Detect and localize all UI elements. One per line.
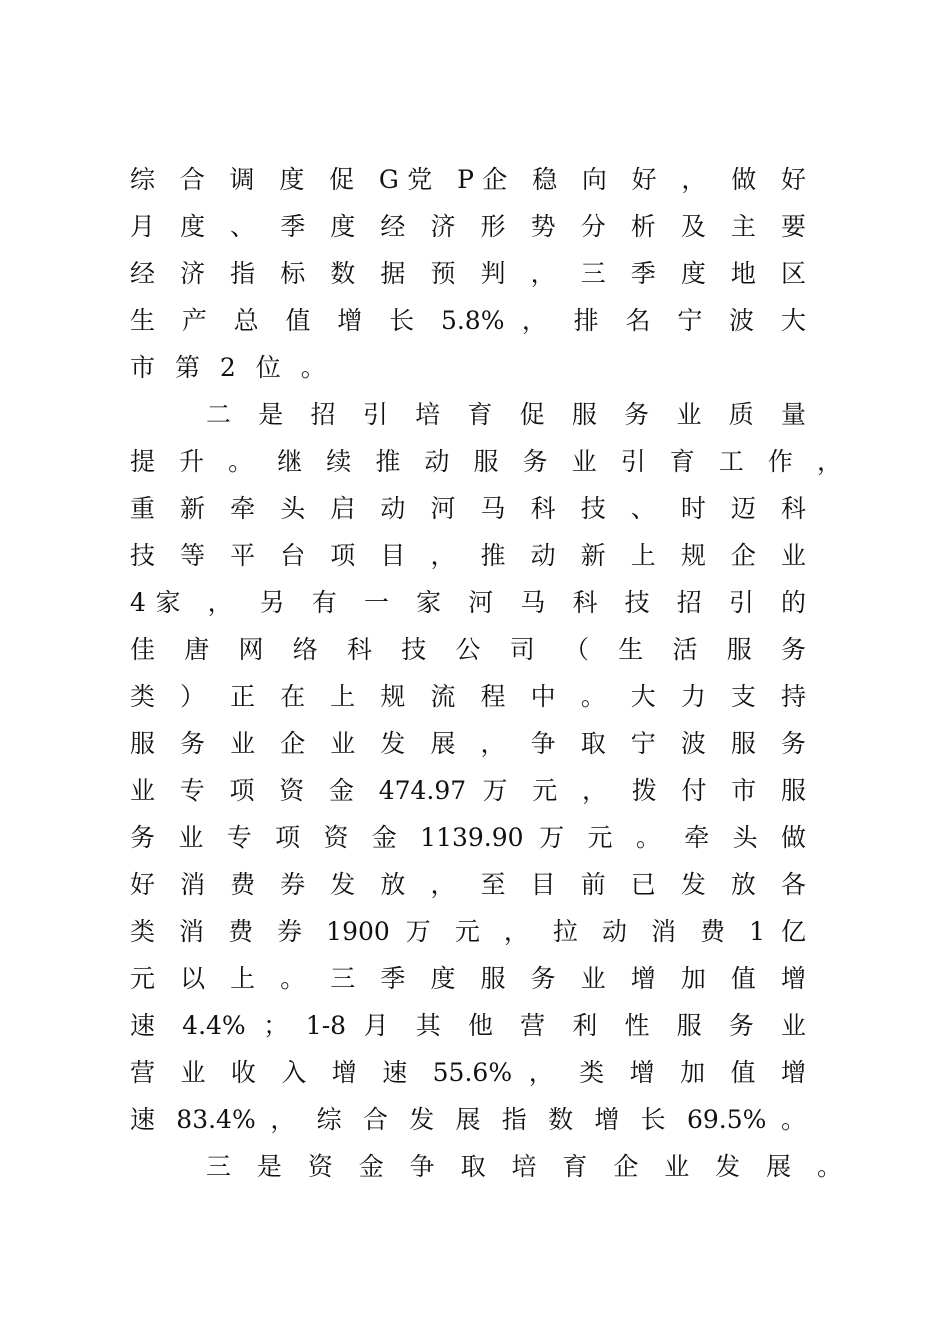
text-line-9: 技 等 平 台 项 目 ， 推 动 新 上 规 企 业: [130, 541, 806, 570]
text-line-19: 速 4.4% ； 1-8 月 其 他 营 利 性 服 务 业: [130, 1011, 806, 1040]
text-line-12: 类 ） 正 在 上 规 流 程 中 。 大 力 支 持: [130, 682, 806, 711]
text-line-18: 元 以 上 。 三 季 度 服 务 业 增 加 值 增: [130, 964, 806, 993]
text-line-5: 市 第 2 位 。: [130, 353, 332, 382]
text-line-11: 佳 唐 网 络 科 技 公 司 （ 生 活 服 务: [130, 635, 806, 664]
text-line-3: 经 济 指 标 数 据 预 判 ， 三 季 度 地 区: [130, 259, 806, 288]
paragraph-2-heading-line: 二 是 招 引 培 育 促 服 务 业 质 量: [206, 400, 806, 429]
text-line-10: 4家 ， 另 有 一 家 河 马 科 技 招 引 的: [130, 588, 806, 617]
text-line-1: 综 合 调 度 促 G党 P企 稳 向 好 ， 做 好: [130, 165, 806, 194]
text-line-21: 速 83.4% ， 综 合 发 展 指 数 增 长 69.5% 。: [130, 1105, 806, 1134]
text-line-8: 重 新 牵 头 启 动 河 马 科 技 、 时 迈 科: [130, 494, 806, 523]
text-line-4: 生 产 总 值 增 长 5.8% ， 排 名 宁 波 大: [130, 306, 806, 335]
text-line-7: 提 升 。 继 续 推 动 服 务 业 引 育 工 作 ，: [130, 447, 842, 476]
text-line-16: 好 消 费 券 发 放 ， 至 目 前 已 发 放 各: [130, 870, 806, 899]
paragraph-3-heading-line: 三 是 资 金 争 取 培 育 企 业 发 展 。: [206, 1152, 842, 1181]
text-line-17: 类 消 费 券 1900 万 元 ， 拉 动 消 费 1 亿: [130, 917, 806, 946]
text-line-13: 服 务 业 企 业 发 展 ， 争 取 宁 波 服 务: [130, 729, 806, 758]
text-line-20: 营 业 收 入 增 速 55.6% ， 类 增 加 值 增: [130, 1058, 806, 1087]
text-line-14: 业 专 项 资 金 474.97 万 元 ， 拨 付 市 服: [130, 776, 806, 805]
text-line-15: 务 业 专 项 资 金 1139.90 万 元 。 牵 头 做: [130, 823, 806, 852]
text-line-2: 月 度 、 季 度 经 济 形 势 分 析 及 主 要: [130, 212, 806, 241]
